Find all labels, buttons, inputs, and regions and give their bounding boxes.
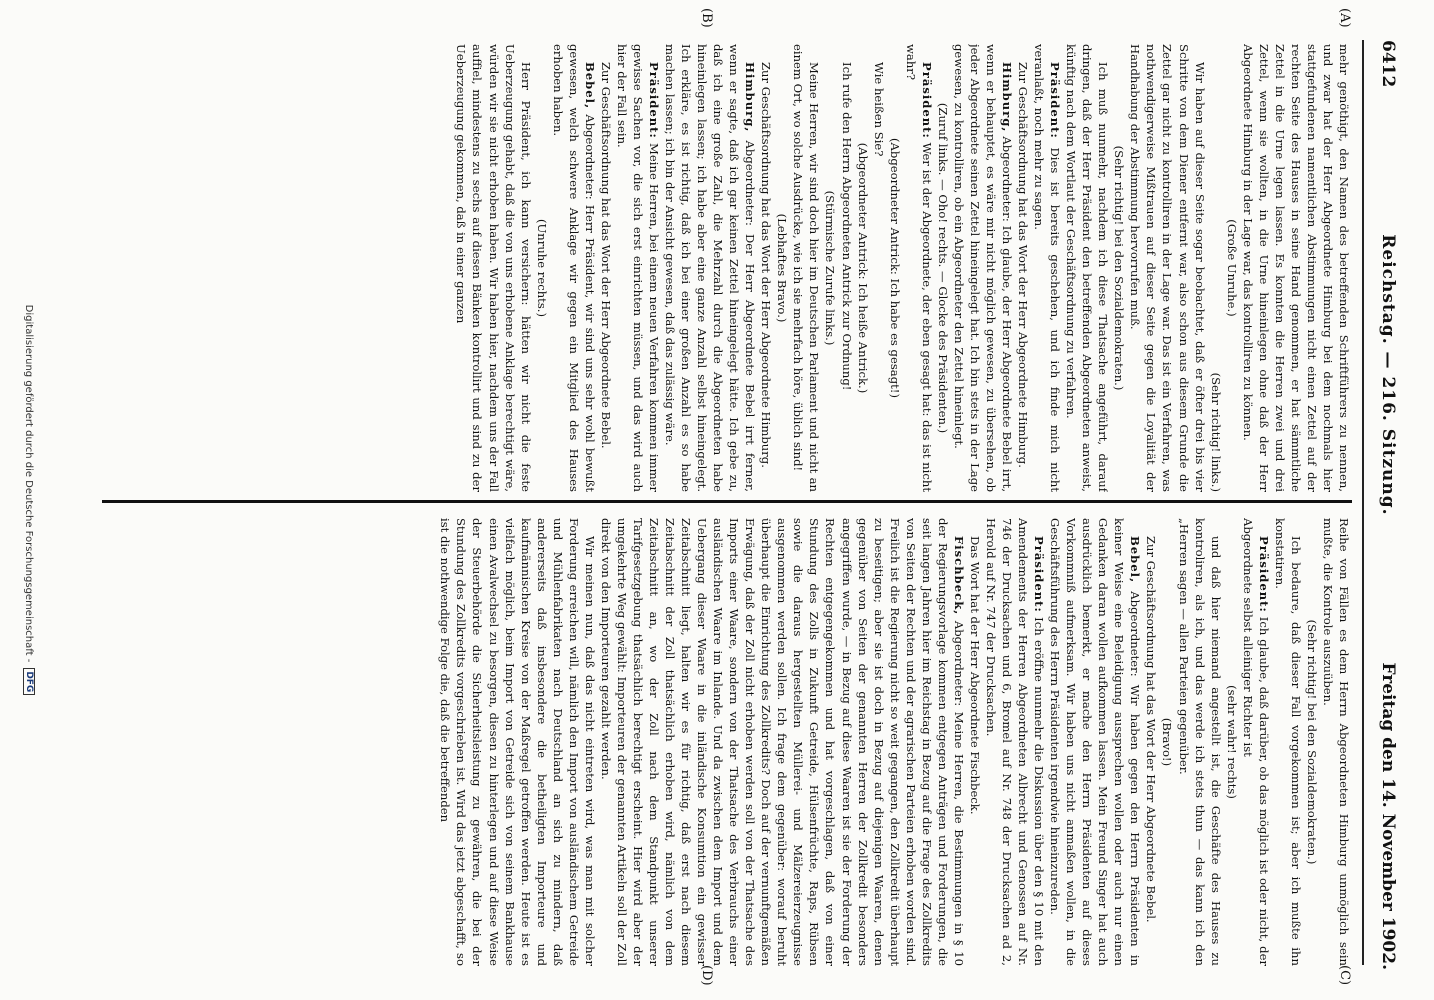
paragraph-text: (Stürmische Zurufe links.): [823, 190, 838, 346]
paragraph-text: Zur Geschäftsordnung hat das Wort der Herr Abgeordnete Bebel.: [1144, 536, 1159, 923]
paragraph-text: (Sehr richtig! bei den Sozialdemokraten.): [1112, 145, 1127, 391]
speaker-name: Bebel,: [1128, 536, 1143, 584]
speaker-name: Himburg,: [1000, 62, 1015, 133]
dfg-logo: DFG: [23, 668, 35, 695]
right-paragraph: [1143, 518, 1159, 966]
right-paragraph: [437, 518, 597, 966]
paragraph-text: Ich glaube, daß darüber, ob das möglich ist oder nicht, der Abgeordnete selbst alleiniger Richter ist: [1240, 518, 1271, 966]
paragraph-text: Abgeordneter: Ich glaube, der Herr Abgeordnete Bebel irrt, wenn er behauptet, es wäre mir nicht möglich gewesen, zu übersehen, ob jeder Abgeordnete seinen Zettel hineingelegt hat. Ich bin stets in der Lage gewesen, zu kontrolliren, ob ein Abgeordneter den Zettel hineinlegt.: [951, 44, 1015, 492]
paragraph-text: Abgeordneter: Herr Präsident, wir sind uns sehr wohl bewußt gewesen, welch schwere Anklage wir gegen ein Mitglied des Hauses erhoben haben.: [550, 44, 597, 492]
margin-mark-c: (C): [1337, 965, 1352, 986]
speaker-name: Bebel,: [582, 62, 597, 110]
right-paragraph: [1159, 518, 1175, 966]
left-paragraph: [822, 44, 838, 492]
left-paragraph: [1015, 44, 1031, 492]
left-paragraph: [871, 44, 887, 492]
paragraph-text: Zur Geschäftsordnung hat das Wort der Herr Abgeordnete Himburg.: [1016, 62, 1031, 468]
paragraph-text: Herr Präsident, ich kann versichern: hätten wir nicht die feste Ueberzeugung gehabt, daß die von uns erhobene Anklage berechtigt wäre, würden wir sie nicht erhoben haben. Wir haben hier, nachdem uns der Fall auffiel, mindestens zu sechs auf diesen Bänken kontrollirt und sind zu der Ueberzeugung gekommen, daß in einer ganzen: [454, 44, 533, 492]
paragraph-text: Das Wort hat der Herr Abgeordnete Fischbeck.: [967, 536, 982, 815]
right-paragraph: [1272, 518, 1304, 966]
paragraph-text: (sehr wahr! rechts): [1224, 685, 1239, 799]
left-paragraph: [1031, 44, 1063, 492]
right-column: [102, 518, 1352, 966]
right-paragraph: [1047, 518, 1143, 966]
column-divider: [102, 500, 1352, 503]
right-paragraph: [1304, 518, 1320, 966]
paragraph-text: Zur Geschäftsordnung hat das Wort der Herr Abgeordnete Himburg.: [759, 62, 774, 468]
paragraph-text: Abgeordneter: Meine Herren, die Bestimmungen in § 10 der Regierungsvorlage kommen entgegen Anträgen und Forderungen, die seit langen Jahren hier im Reichstag in Bezug auf die Frage des Zollkredits von Seiten der Rechten und der agrarischen Parteien erhoben worden sind. Freilich ist die Regierung nicht so weit gegangen, den Zollkredit überhaupt zu beseitigen; aber sie ist doch in Bezug auf diejenigen Waaren, denen gegenüber von Seiten der genannten Herren der Zollkredit besonders angegriffen wurde, — in Bezug auf diese Waaren ist sie der Forderung der Rechten entgegengekommen und hat vorgeschlagen, daß von einer Stundung des Zolls in Zukunft Getreide, Hülsenfrüchte, Raps, Rübsen sowie die daraus hergestellten Müllerei- und Mälzereierzeugnisse ausgenommen werden sollen. Ich frage dem gegenüber: worauf beruht überhaupt die Einrichtung des Zollkredits? Doch auf der vernunftgemäßen Erwägung, daß der Zoll nicht erhoben werden soll von der Thatsache des Imports einer Waare, sondern von der Thatsache des Verbrauchs einer ausländischen Waare im Inlande. Und da zwischen dem Import und dem Uebergang dieser Waare in die inländische Konsumtion ein gewisser Zeitabschnitt liegt, halten wir es für richtig, daß erst nach diesem Zeitabschnitt der Zoll thatsächlich erhoben wird, nämlich von dem Zeitabschnitt an, wo der Zoll nach dem Standpunkt unserer Tarifgesetzgebung thatsächlich berechtigt erscheint. Hier wird aber der umgekehrte Weg gewählt: Importeuren der genannten Artikeln soll der Zoll direkt von den Importeuren gezahlt werden.: [598, 518, 966, 966]
left-paragraph: [790, 44, 822, 492]
left-paragraph: [774, 44, 790, 492]
left-paragraph: [534, 44, 550, 492]
right-paragraph: [598, 518, 967, 966]
left-paragraph: [839, 44, 855, 492]
paragraph-text: (Unruhe rechts.): [534, 219, 549, 317]
page-number: 6412: [1378, 40, 1398, 88]
left-paragraph: [614, 44, 662, 492]
header-rule: [1362, 40, 1364, 965]
paragraph-text: Ich eröffne nunmehr die Diskussion über den § 10 mit den Amendements der Herren Abgeordneten Albrecht und Genossen auf Nr. 746 der Drucksachen und 6, Bromel auf Nr. 748 der Drucksachen ad 2, Herold auf Nr. 747 der Drucksachen.: [983, 518, 1047, 966]
paragraph-text: (Sehr richtig! bei den Sozialdemokraten.): [1304, 619, 1319, 865]
paragraph-text: (Lebhaftes Bravo.): [775, 213, 790, 323]
paragraph-text: mehr genöthigt, den Namen des betreffenden Schriftführers zu nennen, und zwar hat der Herr Abgeordnete Himburg bei dem nochmals hier stattgefundenen namentlichen Abstimmungen nicht einen Zettel auf der rechten Seite des Hauses in seine Hand genommen, er hat sämmtliche Zettel in die Urne legen lassen. Es konnten die Herren zwei und drei Zettel, wenn sie wollten, in die Urne hineinlegen ohne daß der Herr Abgeordnete Himburg in der Lage war, das kontrolliren zu können.: [1240, 44, 1351, 492]
left-paragraph: [1240, 44, 1352, 492]
footer-credit: Digitalisierung gefördert durch die Deutsche Forschungsgemeinschaft -: [23, 304, 35, 663]
session-date: Freitag den 14. November 1902.: [1378, 662, 1398, 970]
speaker-name: Präsident:: [1256, 536, 1271, 613]
paragraph-text: und daß hier niemand angestellt ist, die Geschäfte des Hauses zu kontroliren, als ich, und das werde ich stets thun — das kann ich den „Herren sagen — allen Parteien gegenüber.: [1176, 518, 1223, 966]
paragraph-text: Wer ist der Abgeordnete, der eben gesagt hat: das ist nicht wahr?: [903, 44, 934, 492]
paragraph-text: Abgeordneter: Wir haben gegen den Herrn Präsidenten in keiner Weise eine Beleidigung aussprechen wollen oder auch nur einen Gedanken daran wollen aufkommen lassen. Mein Freund Singer hat auch ausdrücklich bemerkt, er mache den Herrn Präsidenten auf dieses Vorkommniß aufmerksam. Wir haben uns nicht anmaßen wollen, in die Geschäftsführung des Herrn Präsidenten irgendwie hineinzureden.: [1048, 518, 1143, 966]
paragraph-text: Ich bedaure, daß dieser Fall vorgekommen ist; aber ich mußte ihn konstatiren.: [1272, 518, 1303, 966]
paragraph-text: Zur Geschäftsordnung hat das Wort der Herr Abgeordnete Bebel.: [598, 62, 613, 449]
left-paragraph: [935, 44, 951, 492]
right-paragraph: [1175, 518, 1223, 966]
left-paragraph: [1127, 44, 1207, 492]
paragraph-text: (Sehr richtig! links.): [1208, 372, 1223, 492]
speaker-name: Präsident:: [919, 62, 934, 139]
footer: [14, 0, 44, 1000]
right-paragraph: [1224, 518, 1240, 966]
left-paragraph: [1208, 44, 1224, 492]
left-paragraph: [453, 44, 533, 492]
speaker-name: Fischbeck,: [951, 536, 966, 616]
left-paragraph: [855, 44, 871, 492]
left-paragraph: [1111, 44, 1127, 492]
right-paragraph: [1320, 518, 1352, 966]
paragraph-text: Meine Herren, wir sind doch hier im Deutschen Parlament und nicht an einem Ort, wo solche Ausdrücke, wie ich sie mehrfach höre, üblich sind!: [791, 44, 822, 492]
paragraph-text: Abgeordneter: Der Herr Abgeordnete Bebel irrt ferner, wenn er sagte, daß ich gar keinen Zettel hineingelegt hätte. Ich gebe zu, daß ich eine große Zahl, die Mehrzahl durch die Abgeordneten habe hineinlegen lassen; ich habe aber eine ganze Anzahl selbst hineingelegt. Ich erkläre, es ist richtig, daß ich bei einer großen Anzahl es so habe machen lassen; ich bin der Ansicht gewesen, daß das zulässig wäre.: [663, 44, 758, 492]
margin-mark-d: (D): [699, 965, 714, 986]
left-paragraph: [550, 44, 598, 492]
speaker-name: Präsident:: [1032, 536, 1047, 613]
left-paragraph: [903, 44, 935, 492]
left-column: [102, 44, 1352, 492]
paragraph-text: Ich muß nunmehr, nachdem ich diese Thatsache angeführt, darauf dringen, daß der Herr Präsident den betreffenden Abgeordneten anweist, künftig nach dem Wortlaut der Geschäftsordnung zu verfahren.: [1064, 44, 1111, 492]
speaker-name: Präsident:: [1048, 62, 1063, 139]
page-header: [1376, 40, 1400, 970]
left-paragraph: [662, 44, 758, 492]
paragraph-text: Meine Herren, bei einem neuen Verfahren kommen immer gewisse Sachen vor, die sich erst einrichten müssen, und das wird auch hier der Fall sein.: [614, 44, 661, 492]
paragraph-text: (Abgeordneter Antrick: Ich habe es gesagt!): [887, 138, 902, 398]
margin-mark-b: (B): [699, 8, 714, 28]
paragraph-text: Reihe von Fällen es dem Herrn Abgeordneten Himburg unmöglich sein mußte, die Kontrole auszuüben.: [1320, 518, 1351, 966]
left-paragraph: [758, 44, 774, 492]
paragraph-text: Dies ist bereits geschehen, und ich finde mich nicht veranlaßt, noch mehr zu sagen.: [1032, 44, 1063, 492]
paragraph-text: Wir meinen nun, daß das nicht eintreten wird, was man mit solcher Forderung erreichen will, nämlich den Import von ausländischem Getreide und Mühlenfabrikaten nach Deutschland an sich zu mindern, daß andererseits daß insbesondere die betheiligten Importeure und kaufmännischen Kreise von der Maßregel getroffen werden. Heute ist es vielfach möglich, beim Import von Getreide sich von seinem Bankhause einen Avalwechsel zu besorgen, diesen zu hinterlegen und auf diese Weise der Steuerbehörde die Sicherheitsleistung zu gewähren, die bei der Stundung des Zollkredits vorgeschrieben ist. Wird das jetzt abgeschafft, so ist die nothwendige Folge die, daß die betreffenden: [438, 518, 597, 966]
paragraph-text: (Zuruf links. — Oho! rechts. — Glocke des Präsidenten.): [935, 102, 950, 434]
left-paragraph: [1063, 44, 1111, 492]
paragraph-text: Wie heißen Sie?: [871, 62, 886, 157]
right-paragraph: [967, 518, 983, 966]
paragraph-text: (Große Unruhe.): [1224, 219, 1239, 317]
session-title: Reichstag. — 216. Sitzung.: [1378, 234, 1398, 516]
left-paragraph: [887, 44, 903, 492]
speaker-name: Präsident:: [646, 62, 661, 139]
right-paragraph: [983, 518, 1047, 966]
right-paragraph: [1240, 518, 1272, 966]
paragraph-text: Wir haben auf dieser Seite sogar beobachtet, daß er öfter drei bis vier Schritte von dem Diener entfernt war, also schon aus diesem Grunde die Zettel gar nicht zu kontrolliren in der Lage war. Das ist ein Verfahren, was nothwendigerweise Mißtrauen auf dieser Seite gegen die Loyalität der Handhabung der Abstimmung hervorrufen muß.: [1128, 44, 1207, 492]
left-paragraph: [1224, 44, 1240, 492]
paragraph-text: (Abgeordneter Antrick: Ich heiße Antrick.): [855, 142, 870, 394]
margin-mark-a: (A): [1337, 8, 1352, 28]
paragraph-text: (Bravo!): [1160, 717, 1175, 767]
left-paragraph: [598, 44, 614, 492]
left-paragraph: [951, 44, 1015, 492]
speaker-name: Himburg,: [743, 62, 758, 133]
paragraph-text: Ich rufe den Herrn Abgeordneten Antrick zur Ordnung!: [839, 62, 854, 391]
